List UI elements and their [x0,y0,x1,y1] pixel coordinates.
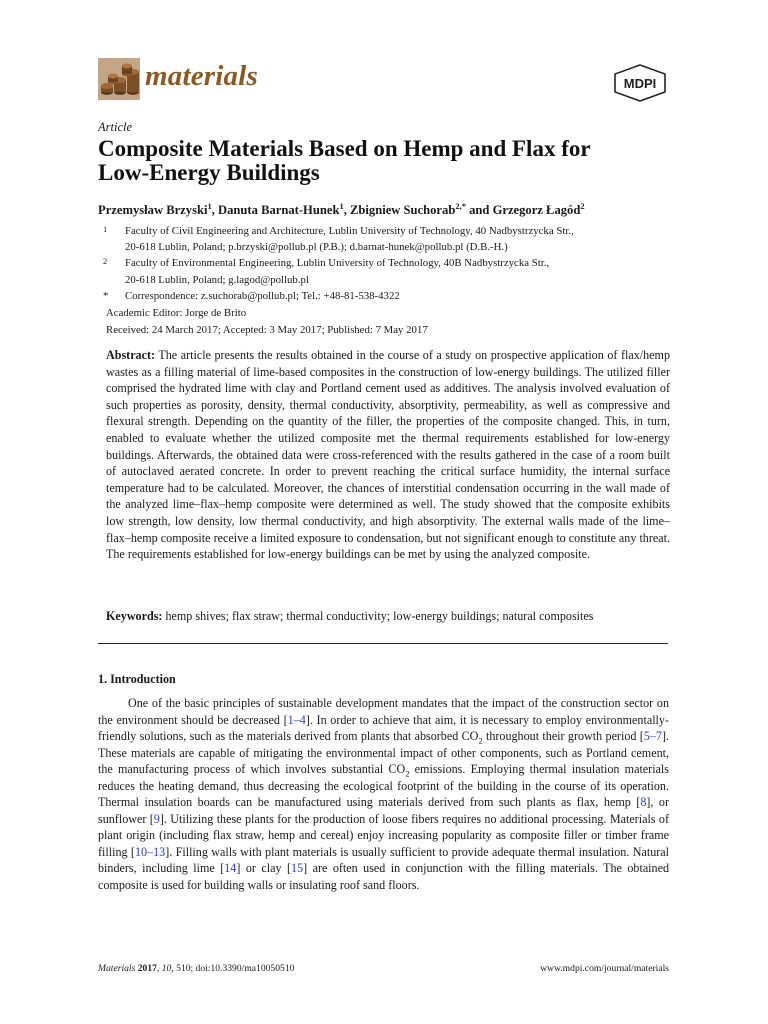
article-title [98,137,678,185]
citation-link[interactable]: 10–13 [134,844,166,859]
affiliation-line: 20-618 Lublin, Poland; p.brzyski@pollub.pl (P.B.); d.barnat-hunek@pollub.pl (D.B.-H.) [125,241,508,254]
body-text: throughout their growth period [ [482,729,644,744]
journal-logo-icon [98,58,140,100]
affiliation-number: 1 [103,224,108,234]
body-text: ], or sunflower [ [98,795,670,826]
academic-editor: Academic Editor: Jorge de Brito [106,307,247,319]
body-text: ]. Filling walls with plant materials is usually sufficient to provide adequate thermal insulation. Natural binders, including lime [ [98,844,669,876]
abstract-label: Abstract: [106,348,156,362]
journal-name: materials [145,59,258,92]
section-heading: 1. Introduction [98,672,176,686]
affiliation-line: Faculty of Environmental Engineering, Lublin University of Technology, 40B Nadbystrzycka Str., [125,257,550,270]
footer-url[interactable]: www.mdpi.com/journal/materials [540,963,669,974]
correspondence-item [103,288,673,304]
keywords-text: hemp shives; flax straw; thermal conductivity; low-energy buildings; natural composites [165,609,594,623]
author-list [98,201,585,218]
editorial-info [106,305,428,338]
article-type: Article [98,120,133,134]
publication-dates: Received: 24 March 2017; Accepted: 3 May 2017; Published: 7 May 2017 [106,323,428,336]
body-text: One of the basic principles of sustainable development mandates that the impact of the construction sector on the environment should be decreased [ [98,696,669,727]
footer-doi: , 510; doi:10.3390/ma10050510 [171,963,295,974]
affiliation-item [103,255,673,287]
affiliation-number: 2 [103,256,108,267]
title-line-1: Composite Materials Based on Hemp and Flax for [98,136,591,161]
citation-link[interactable]: 8 [640,795,647,810]
keywords [106,609,593,624]
author-name[interactable]: Grzegorz Łagód [492,203,581,218]
affiliation-list [103,223,673,304]
section-divider [98,643,668,644]
body-text: ]. In order to achieve that aim, it is necessary to employ environmentally-friendly solutions, such as the materials derived from plants that absorbed CO [98,712,669,744]
affiliation-line: Faculty of Civil Engineering and Architecture, Lublin University of Technology, 40 Nadbystrzycka Str., [125,225,574,237]
author-affiliation-mark: 2,* [455,201,466,211]
abstract-text: The article presents the results obtained in the course of a study on prospective application of flax/hemp wastes as a filling material of lime-based composites in the construction of low-energy buildings. The utilized filler comprised the hydrated lime with clay and Portland cement used as additives. The analysis involved evaluation of such properties as porosity, density, thermal conductivity, absorptivity, permeability, as well as compressive and flexural strength. Depending on the quantity of the filler, the properties of the composite changed. This, in turn, enabled to evaluate whether the utilized composite met the thermal requirements established for low-energy buildings. Afterwards, the obtained data were cross-referenced with the results gathered in the case of a room built of autoclaved aerated concrete. In order to prevent reaching the critical surface humidity, the internal surface temperature had to be calculated. Moreover, the chances of interstitial condensation occurring in the wall made of the analyzed lime–flax–hemp composite were determined as well. The study showed that the composite exhibits low strength, low density, low thermal conductivity, and high absorptivity. The external walls made of the lime–flax–hemp composite receive a limited exposure to condensation, but not significant enough to constitute any threat. The requirements established for low-energy buildings can be met by using the analyzed composite. [106,348,670,562]
footer-volume: 10 [161,963,172,974]
mdpi-logo-text: MDPI [623,76,657,91]
subscript: 2 [405,768,410,779]
footer-citation: Materials 2017, 10, 510; doi:10.3390/ma10050510 [98,963,295,974]
abstract [106,347,670,563]
introduction-paragraph [98,695,669,894]
citation-link[interactable]: 14 [224,861,237,876]
citation-link[interactable]: 9 [153,811,160,826]
body-text: ] or clay [ [236,861,292,876]
journal-logo[interactable] [98,58,258,100]
author-separator: and [465,203,493,218]
correspondence-line: Correspondence: z.suchorab@pollub.pl; Tel.: +48-81-538-4322 [125,289,400,302]
mdpi-logo-icon[interactable] [612,64,668,102]
citation-link[interactable]: 5–7 [643,729,662,744]
body-text: emissions. Employing thermal insulation materials reduces the heating demand, thus decreasing the ecological footprint of the building in the course of its operation. Thermal insulation boards can be manufactured using materials derived from such plants as flax, hemp [ [98,762,669,810]
author-separator: , [343,203,350,218]
body-text: ]. These materials are capable of mitigating the environmental impact of other components, such as Portland cement, the manufacturing process of which involves substantial CO [98,729,669,777]
affiliation-line: 20-618 Lublin, Poland; g.lagod@pollub.pl [125,273,309,286]
author-affiliation-mark: 2 [580,201,585,211]
subscript: 2 [478,735,483,746]
author-affiliation-mark: 1 [207,201,212,211]
title-line-2: Low-Energy Buildings [98,160,320,185]
affiliation-item [103,223,673,255]
keywords-label: Keywords: [106,609,163,623]
body-text: ] are often used in conjunction with the filling materials. The obtained composite is used for building walls or insulating roof sand floors. [98,861,670,893]
body-text: ]. Utilizing these plants for the production of loose fibers requires no additional processing. Materials of plant origin (including flax straw, hemp and cereal) enjoy increasing popularity as composite filler or timber frame filling [ [98,811,669,859]
author-affiliation-mark: 1 [339,201,344,211]
citation-link[interactable]: 15 [291,861,304,876]
citation-link[interactable]: 1–4 [287,712,306,727]
author-name[interactable]: Danuta Barnat-Hunek [218,203,340,218]
correspondence-mark: * [103,289,109,302]
author-name[interactable]: Przemysław Brzyski [98,203,208,218]
footer-year: 2017 [137,963,157,974]
author-separator: , [211,203,219,218]
author-name[interactable]: Zbigniew Suchorab [350,203,456,218]
footer-journal: Materials [98,963,136,974]
